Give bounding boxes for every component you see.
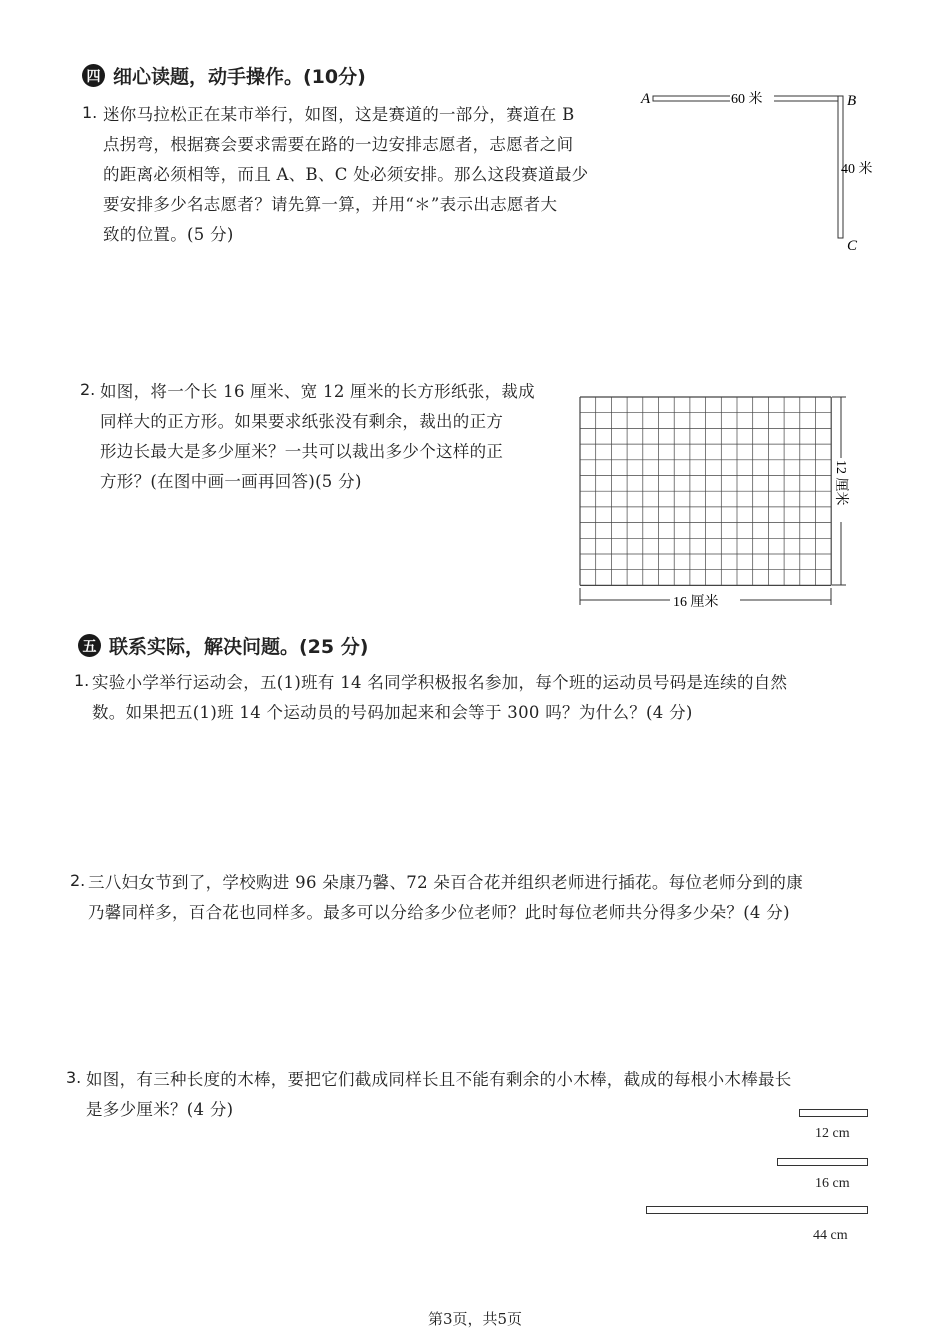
s4-q1-line: 点拐弯，根据赛会要求需要在路的一边安排志愿者，志愿者之间 [103,135,574,154]
s4-q2-line: 如图，将一个长 16 厘米、宽 12 厘米的长方形纸张，裁成 [100,382,535,401]
s4-q1-line: 的距离必须相等，而且 A、B、C 处必须安排。那么这段赛道最少 [103,165,589,184]
s4-q1-line: 迷你马拉松正在某市举行，如图，这是赛道的一部分，赛道在 B [103,105,575,124]
s4-q1-line: 致的位置。(5 分) [103,225,234,244]
s5-q2-line: 乃馨同样多，百合花也同样多。最多可以分给多少位老师？此时每位老师共分得多少朵？(4 分) [88,903,790,922]
s4-q1-line: 要安排多少名志愿者？请先算一算，并用“＊”表示出志愿者大 [103,195,558,214]
s4-q2-line: 方形？(在图中画一画再回答)(5 分) [100,472,362,491]
s5-q2-number: 2. [70,871,86,890]
grid-paper-diagram [570,390,860,615]
s4-q1-number: 1. [82,103,98,122]
point-c-label: C [847,238,858,254]
s4-q1-text [103,100,633,250]
point-b-label: B [847,93,857,109]
stick-44cm-label: 44 cm [813,1228,848,1243]
s5-q3-text [86,1065,886,1125]
s5-q2-line: 三八妇女节到了，学校购进 96 朵康乃馨、72 朵百合花并组织老师进行插花。每位老师分到的康 [88,873,804,892]
s5-q1-line: 实验小学举行运动会，五(1)班有 14 名同学积极报名参加，每个班的运动员号码是连续的自然 [92,673,788,692]
stick-16cm [777,1158,868,1166]
ab-length-label: 60 米 [731,92,763,107]
stick-12cm-label: 12 cm [815,1126,850,1141]
width-label: 16 厘米 [673,595,719,610]
s5-q3-line: 是多少厘米？(4 分) [86,1100,234,1119]
s4-q2-line: 形边长最大是多少厘米？一共可以裁出多少个这样的正 [100,442,504,461]
stick-12cm [799,1109,868,1117]
stick-16cm-label: 16 cm [815,1176,850,1191]
section-4-title: 细心读题，动手操作。(10分) [113,66,366,88]
page-footer: 第3页，共5页 [427,1310,523,1328]
height-label: 12 厘米 [833,460,848,506]
section-5-header [78,632,368,659]
s5-q3-line: 如图，有三种长度的木棒，要把它们截成同样长且不能有剩余的小木棒，截成的每根小木棒最长 [86,1070,792,1089]
s5-q1-number: 1. [74,671,90,690]
section-4-header [82,62,366,89]
s5-q1-text [92,668,892,728]
section-5-badge: 五 [78,634,101,657]
section-4-badge: 四 [82,64,105,87]
section-5-title: 联系实际，解决问题。(25 分) [109,636,369,658]
stick-44cm [646,1206,868,1214]
s5-q3-number: 3. [66,1068,82,1087]
bc-length-label: 40 米 [841,162,873,177]
route-diagram [635,85,885,260]
s5-q1-line: 数。如果把五(1)班 14 个运动员的号码加起来和会等于 300 吗？为什么？(4 分) [92,703,693,722]
point-a-label: A [641,91,651,107]
s5-q2-text [88,868,888,928]
s4-q2-line: 同样大的正方形。如果要求纸张没有剩余，裁出的正方 [100,412,504,431]
s4-q2-number: 2. [80,380,96,399]
grid-lines [580,397,831,585]
s4-q2-text [100,377,570,497]
